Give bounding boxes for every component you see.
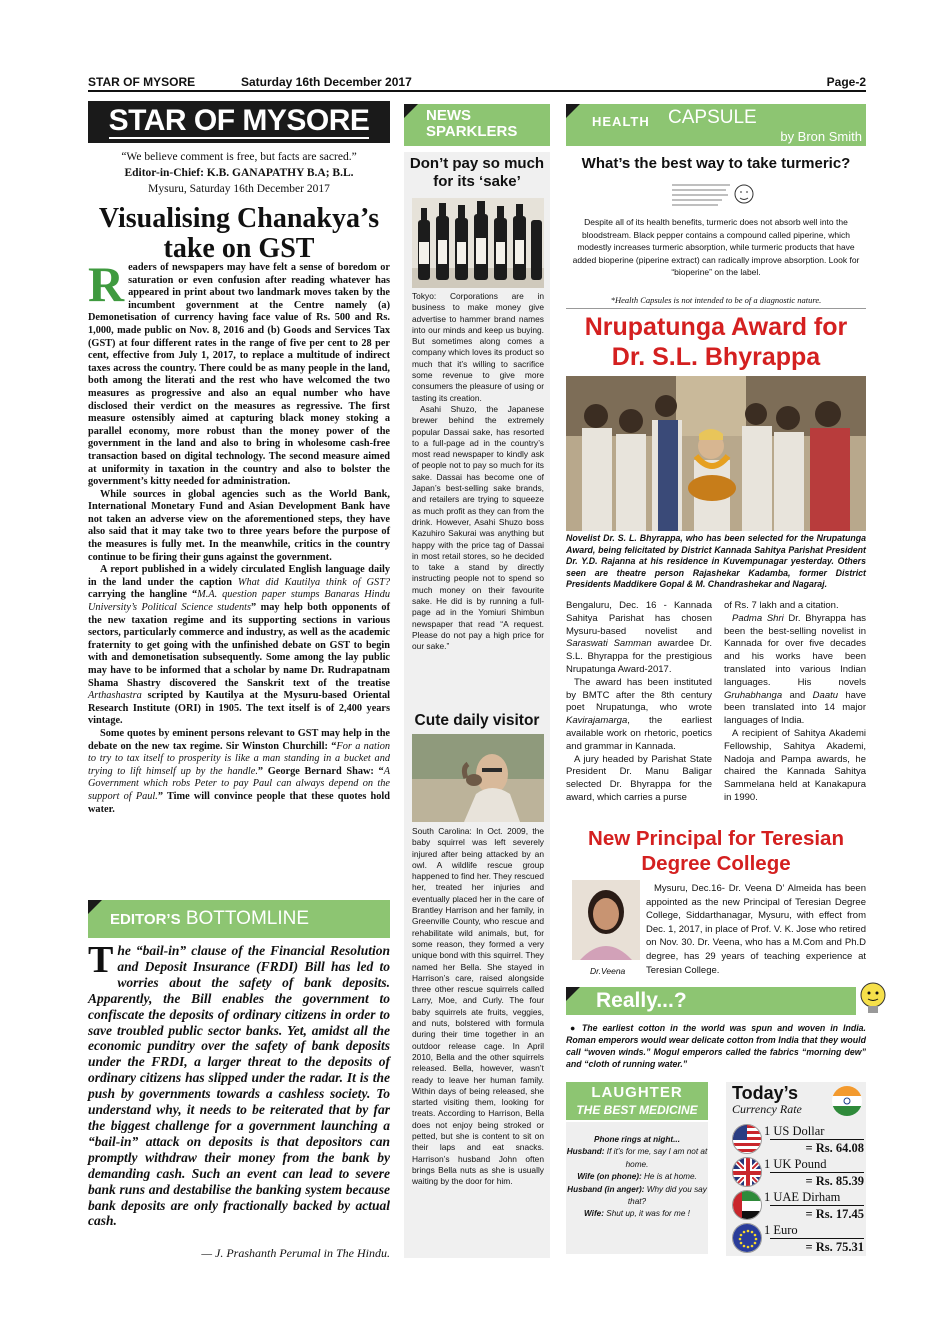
award-body-col2: of Rs. 7 lakh and a citation. Padma Shri Dr. Bhyrappa has been the best-selling novelist in Kannada for over five decades and his works have been translated into various Indian languages. His novels Gruhabhanga and Daatu have been translated into 14 major languages of India. A recipient of Sahitya Akademi Fellowship, Sahitya Akademi, Nadoja and Pampa awards, he chaired the Kannada Sahitya Sammelana held at Kanakapura in 1990. (724, 600, 866, 803)
lightbulb-icon (856, 980, 890, 1020)
bottomline-signature: — J. Prashanth Perumal in The Hindu. (201, 1246, 390, 1260)
principal-photo-label: Dr.Veena (590, 966, 626, 976)
health-byline: by Bron Smith (780, 129, 862, 144)
health-header (566, 104, 866, 146)
laughter-line: Phone rings at night... (594, 1135, 680, 1144)
bottomline-header (88, 900, 390, 938)
masthead-quote: “We believe comment is free, but facts are sacred.” (121, 151, 357, 163)
sake-headline: Don’t pay so much for its ‘sake’ (409, 155, 545, 190)
masthead-dateline: Mysuru, Saturday 16th December 2017 (148, 183, 330, 195)
rate-label-gbp: 1 UK Pound (764, 1157, 827, 1171)
sparklers-header-b: SPARKLERS (426, 123, 518, 140)
squirrel-body (412, 826, 544, 1188)
currency-title: Today’s (732, 1083, 799, 1103)
rate-value-eur: = Rs. 75.31 (770, 1238, 864, 1255)
laughter-header-b: THE BEST MEDICINE (576, 1103, 698, 1117)
award-caption: Novelist Dr. S. L. Bhyrappa, who has been selected for the Nrupatunga Award, being felicitated by District Kannada Sahitya Parishat President Dr. Y.D. Rajanna at his residence in Kuvempunagar yesterday. Others seen are theatre person Rajashekar Kadamba, former District Presidents Maddikere Gopal & M. Chandrashekar and Nagaraj. (566, 533, 866, 590)
uae-flag-icon (732, 1190, 762, 1220)
squirrel-photo (412, 734, 544, 822)
sake-p2: Asahi Shuzo, the Japanese brewer behind the extremely popular Dassai sake, has resorted to a full-page ad in the country’s most read newspaper to kindly ask of people not to pay so much for its sake. Dassai has become one of Japan’s best-selling sake brands, and retailers are trying to squeeze as much profit as they can from the drink. However, Asahi Shuzo boss Kazuhiro Sakurai was anything but happy with the price tag of Dassai in most retail stores, so he decided to take a stand by directly instructing people not to spend so much money on their favourite sake. He did is by running a full-page ad in the Yomiuri Shimbun newspaper that read “A request. Please do not pay a high price for our sake.” (412, 403, 544, 652)
bottomline-header-a: EDITOR’S (110, 911, 181, 928)
laughter-header (566, 1082, 708, 1120)
laughter-line: Wife (on phone): He is at home. (577, 1172, 697, 1182)
rate-label-aed: 1 UAE Dirham (764, 1190, 841, 1204)
editorial-p3: A report published in a widely circulated English language daily in the land under the caption What did Kautilya think of GST? carrying the hangline “M.A. question paper stumps Banaras Hindu University’s Political Science students” may help both opponents of the new taxation regime and its supporting sections in various sectors, particularly commerce and industry, as well as the academic fraternity to get going with the unfinished debate on GST to begin with and demonetisation subsequently. Some among the lay public may have to be informed that a scholar by name Dr. Rudrapatnam Shama Shastry discovered the Sanskrit text of the treatise Arthashastra scripted by Kautilya at the Mysuru-based Oriental Research Institute (ORI) in 1905. The text itself is of 2,400 years vintage. (88, 564, 390, 727)
health-note: *Health Capsules is not intended to be of a diagnostic nature. (610, 295, 822, 305)
turmeric-question: What’s the best way to take turmeric? (581, 155, 851, 172)
sake-body (412, 291, 544, 653)
squirrel-headline: Cute daily visitor (414, 712, 540, 729)
rate-label-usd: 1 US Dollar (764, 1124, 825, 1138)
us-flag-icon (732, 1124, 762, 1154)
really-header (566, 987, 856, 1015)
laughter-line: Husband (in anger): Why did you say that? (567, 1184, 707, 1207)
rate-value-gbp: = Rs. 85.39 (770, 1172, 864, 1189)
sake-photo (412, 198, 544, 288)
turmeric-graphic (668, 180, 756, 210)
sparklers-header (404, 104, 550, 146)
laughter-line: Husband: If it’s for me, say I am not at home. (566, 1147, 708, 1169)
award-body-col1: Bengaluru, Dec. 16 - Kannada Sahitya Parishat has chosen Mysuru-based novelist and Saraswati Samman awardee Dr. S.L. Bhyrappa for the prestigious Nrupatunga Award-2017. The award has been instituted by BMTC after the 8th century poet Nrupatunga, who wrote Kavirajamarga, the earliest available work on rhetoric, poetics and grammar in Kannada. A jury headed by Parishat State President Dr. Manu Baligar selected Dr. Bhyrappa for the award, which carries a purse (566, 600, 712, 803)
rate-label-eur: 1 Euro (764, 1223, 798, 1237)
laughter-line: Wife: Shut up, it was for me ! (584, 1209, 690, 1219)
rate-value-aed: = Rs. 17.45 (770, 1205, 864, 1222)
principal-photo (572, 880, 640, 960)
masthead (88, 101, 390, 143)
health-divider (566, 308, 866, 309)
uk-flag-icon (732, 1157, 762, 1187)
editorial-dropcap: R (88, 256, 125, 312)
masthead-title: STAR OF MYSORE (108, 104, 370, 137)
award-photo (566, 376, 866, 531)
really-body: The earliest cotton in the world was spun and woven in India. Roman emperors would wear delicate cotton from India that they would call “woven winds.” Mogul emperors called the fabrics “morning dew” and “cloth of running water.” (566, 1023, 866, 1069)
running-head-paper: STAR OF MYSORE (88, 75, 196, 89)
running-head (88, 74, 866, 92)
editorial-p4: Some quotes by eminent persons relevant to GST may help in the debate on the new tax regime. Sir Winston Churchill: “For a nation to try to tax itself to prosperity is like a man standing in a bucket and trying to lift himself up by the handle.” George Bernard Shaw: “A Government which robs Peter to pay Paul can always depend on the support of Paul.” Time will convince people that these quotes hold water. (88, 727, 390, 815)
rate-value-usd: = Rs. 64.08 (770, 1139, 864, 1156)
sparklers-header-a: NEWS (426, 107, 471, 124)
masthead-editor: Editor-in-Chief: K.B. GANAPATHY B.A; B.L. (124, 167, 354, 179)
health-header-a: HEALTH (592, 114, 650, 129)
really-text: ● The earliest cotton in the world was spun and woven in India. Roman emperors would wear delicate cotton from India that they would call “woven winds.” Mogul emperors called the fabrics “morning dew” and “cloth of running water.” (566, 1023, 866, 1069)
bottomline-body (88, 939, 390, 1229)
bottomline-header-b: BOTTOMLINE (185, 908, 310, 929)
running-head-date: Saturday 16th December 2017 (241, 75, 412, 89)
laughter-header-a: LAUGHTER (591, 1084, 683, 1101)
bottomline-dropcap: T (88, 939, 114, 981)
editorial-p2: While sources in global agencies such as the World Bank, International Monetary Fund and Asian Development Bank have not taken an adverse view on the aforementioned steps, they have also said that it may take two to three years before the purpose of the measures is fully met. In the meanwhile, critics in the country continue to be firing their guns against the government. (88, 488, 390, 563)
principal-body: Mysuru, Dec.16- Dr. Veena D’ Almeida has been appointed as the new Principal of Teresian Degree College, Siddarthanagar, Mysuru, with effect from Dec. 1, 2017, in place of Prof. V. K. Jose who retired on Nov. 30. Dr. Veena, who has a M.Com and Ph.D degree, has 29 years of teaching experience at Teresian College. (646, 883, 866, 976)
laughter-text (566, 1134, 708, 1221)
sake-p1: Tokyo: Corporations are in business to make money give advertise to hammer brand names into our minds and keep us buying. But sometimes along comes a company which loves its product so much that it’s willing to sacrifice some revenue to give more consumers the pleasure of using or tasting its creation. (412, 291, 544, 403)
editorial-p1: eaders of newspapers may have felt a sense of boredom or saturation or even confusion after reading whatever has appeared in print about two landmark moves taken by the incumbent government at the Centre namely (a) Demonetisation of currency having face value of Rs. 500 and Rs. 1,000, made public on Nov. 8, 2016 and (b) Goods and Services Tax (GST) at four different rates in the range of five per cent to 28 per cent, effective from July 1, 2017, to replace a multitude of indirect taxes across the country. There could be as many people in the land, both among the literati and the rest who have welcomed the two measures as progressive and also an equal number who have disclosed their verdict on the measures as regressive. The first measure ostensibly aimed at capturing black money stoking a parallel economy, more robust than the money power of the government in the land and also to bring in wholesome cash-free transaction based on digital technology. The second measure aimed at uniformity in taxation in the country and also to bolster the government’s kitty needed for administration. (88, 262, 390, 488)
squirrel-p1: South Carolina: In Oct. 2009, the baby squirrel was left severely injured after being attacked by an owl. A wildlife rescue group happened to find her. They rescued her, treated her injuries and eventually placed her in the care of Brantley Harrison and her family, in Greenville County, who rescue and rehabilitate wild animals, but, for some reason, they formed a very unique bond with this squirrel. They named her Bella. She stayed in Harrison’s care, raised alongside three other rescue squirrels called Larry, Moe, and Curly. The four baby squirrels ate fruits, veggies, and nuts, bolstered with formula during their time together in an outdoor release cage. In April 2010, Bella and the other squirrels released. Bella, however, wasn’t ready to leave her human family. Within days of being released, she started visiting them, looking for treats. According to Harrison, Bella does not enjoy being stroked or petted, but she is content to sit on their laps and eat snacks. Harrison’s husband John often brings Bella nuts as she is usually waiting by the door for him. (412, 826, 544, 1187)
editorial-body (88, 256, 390, 816)
health-header-b: CAPSULE (668, 107, 757, 128)
eu-flag-icon (732, 1223, 762, 1253)
editorial-headline: Visualising Chanakya’s take on GST (98, 203, 380, 264)
turmeric-answer: Despite all of its health benefits, turmeric does not absorb well into the bloodstream. Black pepper contains a compound called piperine, which modestly increases turmeric absorption, while turmeric products that have added bioperine (piperine extract) can radically improve absorption. Look for “bioperine” on the label. (572, 217, 860, 277)
bottomline-text: he “bail-in” clause of the Financial Resolution and Deposit Insurance (FRDI) Bill has led to worries about the safety of bank deposits. Apparently, the Bill enables the government to confiscate the deposits of ordinary citizens in order to save troubled public sector banks. Yet, amidst all the economic punditry over the safety of bank deposits under the FRDI, a larger threat to the deposits of ordinary citizens has slipped under the radar. It is the push by governments towards a cashless society. To understand why, it needs to be reiterated that by far the biggest challenge for a government launching a “bail-in” attack on deposits is that depositors can promptly withdraw their money from the bank by demanding cash. Such an event can lead to severe bank runs and destabilise the banking system because bank deposits are only fractionally backed by actual cash. (88, 943, 390, 1229)
running-head-page: Page-2 (826, 75, 866, 89)
india-flag-icon (832, 1086, 862, 1116)
award-headline: Nrupatunga Award for Dr. S.L. Bhyrappa (584, 313, 848, 371)
currency-subtitle: Currency Rate (732, 1102, 802, 1116)
really-title: Really...? (596, 989, 687, 1012)
principal-headline: New Principal for Teresian Degree College (588, 827, 844, 875)
